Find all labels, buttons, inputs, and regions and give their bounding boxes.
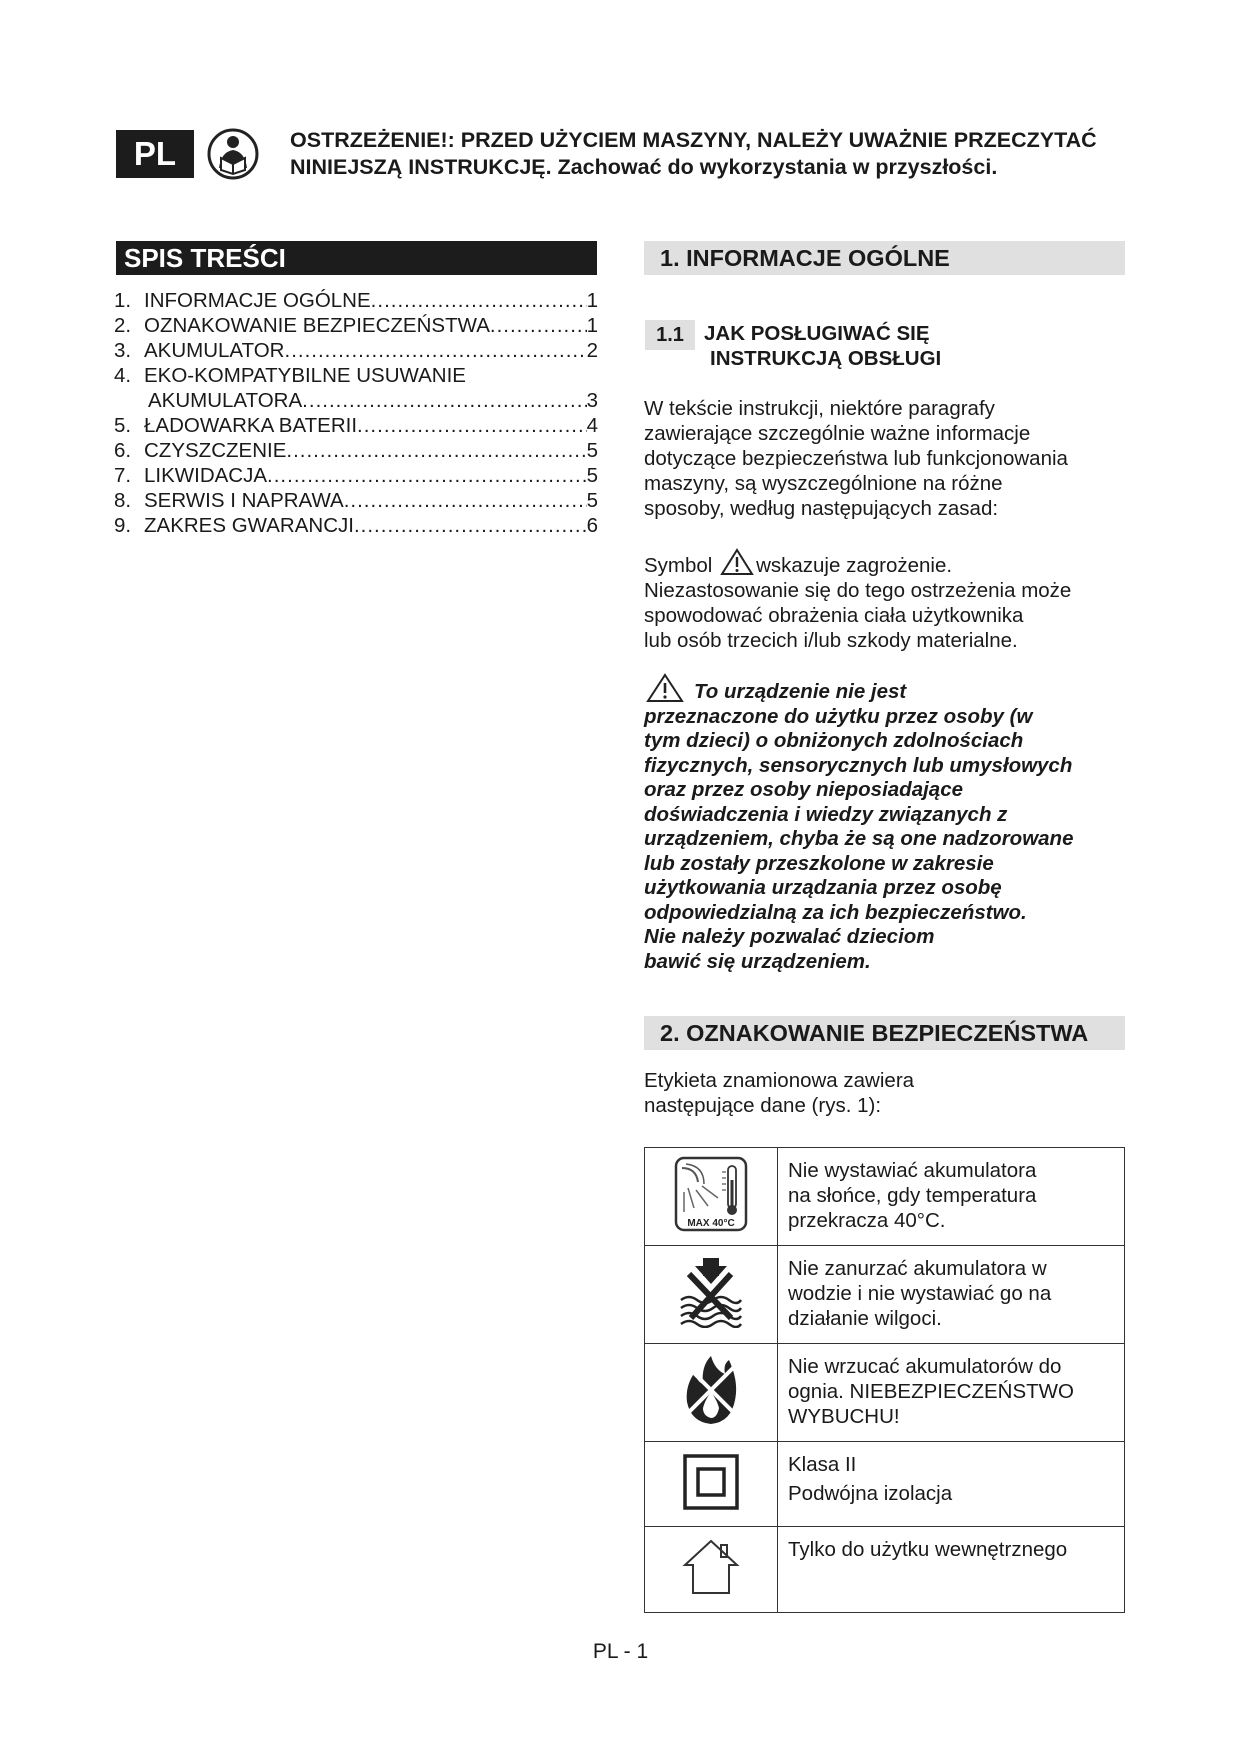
toc-item[interactable] <box>114 438 598 463</box>
toc-item-label: CZYSZCZENIE <box>144 439 287 462</box>
paragraph-line: dotyczące bezpieczeństwa lub funkcjonowania <box>644 447 1068 470</box>
description-line: Nie zanurzać akumulatora w <box>788 1257 1047 1280</box>
symbol-description <box>778 1442 1125 1527</box>
table-row <box>645 1246 1125 1344</box>
section2-intro <box>644 1068 1134 1118</box>
toc-leader-dots <box>371 288 587 313</box>
indoor-house-icon <box>681 1537 741 1597</box>
toc-leader-dots <box>302 388 586 413</box>
page-number: PL - 1 <box>592 1640 649 1663</box>
paragraph-line: lub osób trzecich i/lub szkody materialne. <box>644 629 1018 652</box>
toc-item-number: 1. <box>114 289 132 312</box>
warning-line: tym dzieci) o obniżonych zdolnościach <box>644 729 1024 752</box>
toc-item-label: ŁADOWARKA BATERII <box>144 414 358 437</box>
warning-triangle-icon <box>646 673 684 703</box>
toc-leader-dots <box>285 338 587 363</box>
no-water-icon <box>679 1256 743 1328</box>
toc-leader-dots <box>354 513 587 538</box>
warning-triangle-icon <box>720 548 754 576</box>
symbol-cell <box>645 1148 778 1246</box>
description-line: Nie wrzucać akumulatorów do <box>788 1355 1062 1378</box>
toc-item-label: OZNAKOWANIE BEZPIECZEŃSTWA <box>144 314 490 337</box>
no-fire-icon <box>681 1352 741 1428</box>
toc-item-label: SERWIS I NAPRAWA <box>144 489 344 512</box>
toc-leader-dots <box>490 313 587 338</box>
description-line: ognia. NIEBEZPIECZEŃSTWO <box>788 1380 1074 1403</box>
warning-line: bawić się urządzeniem. <box>644 949 871 973</box>
description-line: Klasa II <box>788 1453 857 1476</box>
table-row <box>645 1442 1125 1527</box>
toc-item-label: EKO-KOMPATYBILNE USUWANIE <box>144 364 466 387</box>
paragraph-line: następujące dane (rys. 1): <box>644 1094 882 1117</box>
description-line: na słońce, gdy temperatura <box>788 1184 1037 1207</box>
symbol-cell <box>645 1246 778 1344</box>
description-line: Podwójna izolacja <box>788 1482 953 1505</box>
description-line: Nie wystawiać akumulatora <box>788 1159 1037 1182</box>
toc-item-number: 2. <box>114 314 132 337</box>
symbol-cell <box>645 1344 778 1442</box>
table-row <box>645 1527 1125 1613</box>
paragraph-line: spowodować obrażenia ciała użytkownika <box>644 604 1024 627</box>
toc-title: SPIS TREŚCI <box>116 241 597 275</box>
toc-item-number: 5. <box>114 414 132 437</box>
symbol-cell <box>645 1527 778 1613</box>
toc-item-page: 1 <box>586 314 598 337</box>
table-row <box>645 1148 1125 1246</box>
description-line: przekracza 40°C. <box>788 1209 946 1232</box>
toc-item-page: 5 <box>586 489 598 512</box>
warning-line: przeznaczone do użytku przez osoby (w <box>644 704 1033 728</box>
toc-item-page: 4 <box>586 414 598 437</box>
paragraph-line: Etykieta znamionowa zawiera <box>644 1069 915 1092</box>
header-warning-line1: OSTRZEŻENIE!: PRZED UŻYCIEM MASZYNY, NALEŻY UWAŻNIE PRZECZYTAĆ <box>290 128 1097 152</box>
toc-item[interactable] <box>114 363 598 388</box>
toc-item-number: 3. <box>114 339 132 362</box>
toc-item-page: 5 <box>586 439 598 462</box>
warning-line: użytkowania urządzania przez osobę <box>644 876 1002 899</box>
toc-leader-dots <box>344 488 587 513</box>
header-warning <box>290 127 1140 181</box>
subsection-title <box>704 321 941 371</box>
symbol-paragraph <box>644 548 1134 653</box>
paragraph-line: sposoby, według następujących zasad: <box>644 497 999 520</box>
toc-item[interactable] <box>114 288 598 313</box>
toc-item-label: INFORMACJE OGÓLNE <box>144 289 371 312</box>
toc-item-page: 1 <box>586 289 598 312</box>
warning-line: urządzeniem, chyba że są one nadzorowane <box>644 827 1074 850</box>
warning-line: doświadczenia i wiedzy związanych z <box>644 802 1008 826</box>
symbol-cell <box>645 1442 778 1527</box>
subsection-title-line2: INSTRUKCJĄ OBSŁUGI <box>710 347 942 370</box>
warning-line: Nie należy pozwalać dzieciom <box>644 925 935 948</box>
paragraph-line <box>644 548 1134 578</box>
table-of-contents <box>114 288 598 538</box>
children-warning <box>644 673 1134 974</box>
subsection-number: 1.1 <box>645 320 695 350</box>
symbol-suffix: wskazuje zagrożenie. <box>756 554 953 577</box>
toc-item-number: 6. <box>114 439 132 462</box>
toc-leader-dots <box>286 438 586 463</box>
safety-symbols-table <box>644 1147 1125 1613</box>
toc-item[interactable] <box>114 413 598 438</box>
paragraph-line: zawierające szczególnie ważne informacje <box>644 422 1031 445</box>
warning-line: oraz przez osoby nieposiadające <box>644 778 963 801</box>
description-line: działanie wilgoci. <box>788 1307 942 1330</box>
toc-item[interactable] <box>114 338 598 363</box>
toc-item[interactable] <box>114 488 598 513</box>
section1-heading: 1. INFORMACJE OGÓLNE <box>644 241 1125 275</box>
toc-item-page: 3 <box>586 389 598 412</box>
toc-item-label: LIKWIDACJA <box>144 464 268 487</box>
toc-item[interactable] <box>114 313 598 338</box>
toc-item-number: 9. <box>114 514 132 537</box>
warning-line: lub zostały przeszkolone w zakresie <box>644 851 994 875</box>
paragraph-line: maszyny, są wyszczególnione na różne <box>644 472 1003 495</box>
toc-leader-dots <box>357 413 587 438</box>
toc-item-label: AKUMULATOR <box>144 339 285 362</box>
toc-item-label: ZAKRES GWARANCJI <box>144 514 354 537</box>
toc-item-page: 5 <box>586 464 598 487</box>
toc-leader-dots <box>267 463 587 488</box>
paragraph-line: W tekście instrukcji, niektóre paragrafy <box>644 397 995 420</box>
toc-item-number: 7. <box>114 464 132 487</box>
table-row <box>645 1344 1125 1442</box>
description-line: Tylko do użytku wewnętrznego <box>788 1538 1068 1561</box>
language-badge: PL <box>116 130 194 178</box>
warning-first-text: To urządzenie nie jest <box>694 680 907 703</box>
symbol-description <box>778 1246 1125 1344</box>
toc-item-page: 2 <box>586 339 598 362</box>
subsection-title-line1: JAK POSŁUGIWAĆ SIĘ <box>704 322 930 345</box>
toc-item-label: AKUMULATORA <box>148 389 303 412</box>
symbol-prefix: Symbol <box>644 554 713 577</box>
paragraph-line: Niezastosowanie się do tego ostrzeżenia może <box>644 579 1072 602</box>
description-line: wodzie i nie wystawiać go na <box>788 1282 1052 1305</box>
warning-first-line <box>644 673 1134 705</box>
warning-line: fizycznych, sensorycznych lub umysłowych <box>644 753 1073 777</box>
intro-paragraph <box>644 396 1134 521</box>
symbol-description <box>778 1344 1125 1442</box>
toc-item-number: 8. <box>114 489 132 512</box>
read-manual-icon <box>207 128 259 180</box>
section2-heading: 2. OZNAKOWANIE BEZPIECZEŃSTWA <box>644 1016 1125 1050</box>
class-ii-icon <box>681 1452 741 1512</box>
toc-item-continuation[interactable] <box>114 388 598 413</box>
sun-temperature-icon <box>674 1156 748 1232</box>
warning-line: odpowiedzialną za ich bezpieczeństwo. <box>644 900 1027 924</box>
max-temp-label: MAX 40°C <box>687 1218 735 1229</box>
description-line: WYBUCHU! <box>788 1405 900 1428</box>
toc-item-page: 6 <box>586 514 598 537</box>
toc-item-number: 4. <box>114 364 132 387</box>
symbol-description <box>778 1148 1125 1246</box>
symbol-description <box>778 1527 1125 1613</box>
toc-item[interactable] <box>114 463 598 488</box>
header-warning-line2: NINIEJSZĄ INSTRUKCJĘ. Zachować do wykorzystania w przyszłości. <box>290 155 998 179</box>
toc-item[interactable] <box>114 513 598 538</box>
